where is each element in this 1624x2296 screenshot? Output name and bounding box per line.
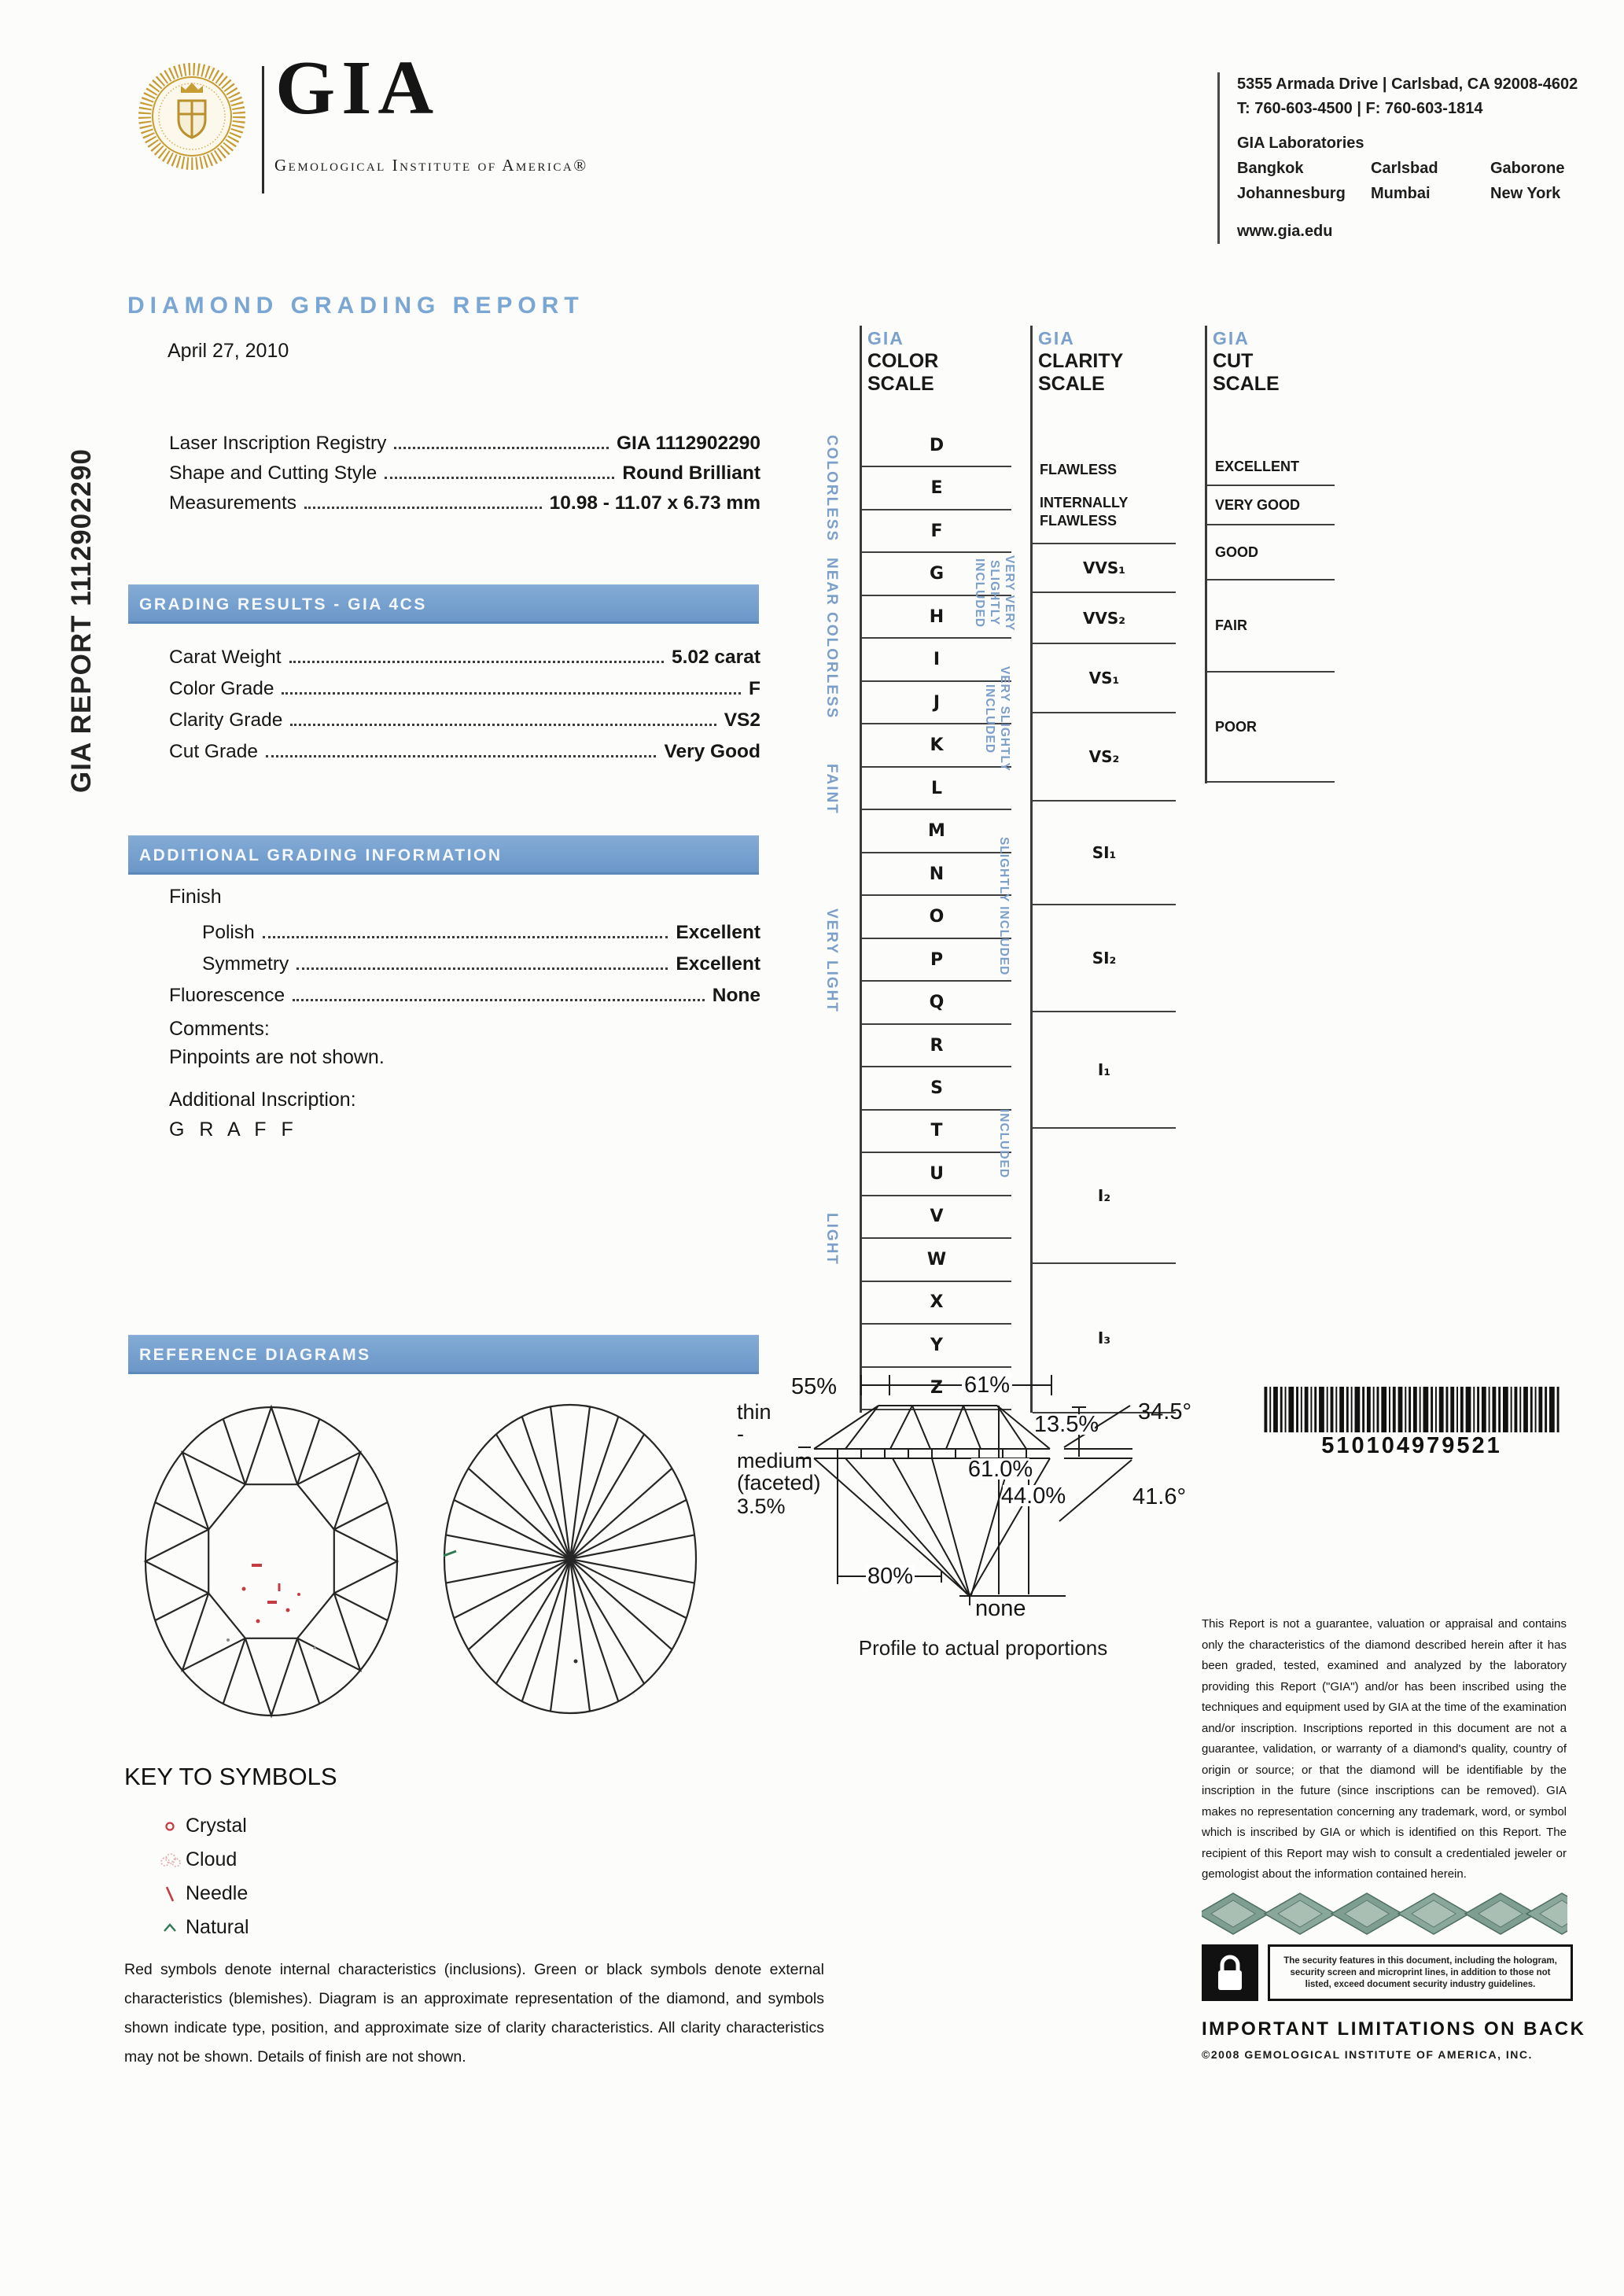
dotted-leader: [394, 447, 609, 449]
clarity-grade-cell: I₁: [1033, 1012, 1176, 1129]
report-info-rows: [169, 425, 760, 514]
color-grade-cell: Q: [862, 982, 1011, 1024]
color-scale-brand: GIA: [867, 328, 904, 348]
row-value: 10.98 - 11.07 x 6.73 mm: [549, 492, 760, 514]
color-grade-cell: R: [862, 1025, 1011, 1067]
color-grade-cell: L: [862, 768, 1011, 810]
color-grade-cell: U: [862, 1153, 1011, 1196]
key-row-crystal: [154, 1809, 249, 1843]
color-grade-cell: O: [862, 896, 1011, 938]
color-grade-cell: Y: [862, 1325, 1011, 1367]
key-to-symbols-heading: KEY TO SYMBOLS: [124, 1763, 337, 1790]
color-grade-cell: H: [862, 596, 1011, 639]
inscription-label: Additional Inscription:: [169, 1089, 356, 1111]
report-date: April 27, 2010: [168, 340, 289, 362]
profile-caption: Profile to actual proportions: [858, 1636, 1108, 1660]
color-scale-header: [867, 327, 938, 396]
fluorescence-row: [169, 975, 760, 1007]
finish-row: [169, 912, 760, 944]
color-grade-cell: Z: [862, 1368, 1011, 1410]
report-info-row: [169, 425, 760, 455]
crown-angle-label: 34.5°: [1138, 1399, 1192, 1424]
key-row-needle: [154, 1877, 249, 1911]
row-value: 5.02 carat: [671, 647, 760, 668]
grading-result-row: [169, 669, 760, 700]
color-category-near-colorless: NEAR COLORLESS: [823, 558, 840, 720]
copyright-line: ©2008 GEMOLOGICAL INSTITUTE OF AMERICA, INC.: [1202, 2048, 1533, 2061]
row-value: GIA 1112902290: [616, 433, 760, 454]
color-grade-cell: M: [862, 810, 1011, 853]
cut-grade-cell: VERY GOOD: [1207, 486, 1335, 525]
color-category-colorless: COLORLESS: [823, 435, 840, 543]
row-label: Cut Grade: [169, 741, 259, 762]
clarity-category-si: SLIGHTLY INCLUDED: [997, 836, 1011, 976]
row-value: VS2: [724, 709, 760, 731]
proportion-profile-diagram: [735, 1370, 1231, 1642]
clarity-grade-cell: VVS₂: [1033, 593, 1176, 644]
row-value: Very Good: [664, 741, 760, 762]
address-line2: T: 760-603-4500 | F: 760-603-1814: [1237, 100, 1483, 117]
natural-mark: [444, 1551, 456, 1556]
girdle-label-5: 3.5%: [737, 1494, 786, 1518]
color-grade-cell: G: [862, 553, 1011, 595]
dotted-leader: [266, 755, 656, 757]
color-grade-cell: I: [862, 639, 1011, 681]
lock-icon: [1202, 1944, 1258, 2001]
key-row-natural: [154, 1911, 249, 1944]
labs-title: GIA Laboratories: [1237, 135, 1364, 152]
section-reference-diagrams: REFERENCE DIAGRAMS: [128, 1335, 759, 1374]
key-label: Crystal: [186, 1815, 247, 1837]
address-block: [1217, 72, 1595, 244]
fluorescence-lrow: [169, 975, 760, 1007]
website: www.gia.edu: [1237, 223, 1333, 240]
security-note-box: [1268, 1944, 1573, 2001]
finish-row: [169, 944, 760, 975]
row-label: Polish: [202, 922, 255, 943]
color-grade-cell: J: [862, 682, 1011, 724]
crown-height-label: 13.5%: [1033, 1412, 1099, 1437]
color-grade-cell: W: [862, 1239, 1011, 1281]
color-grade-cell: P: [862, 939, 1011, 982]
row-label: Laser Inscription Registry: [169, 433, 387, 454]
cut-grade-cell: GOOD: [1207, 525, 1335, 580]
grading-result-row: [169, 700, 760, 732]
color-grade-cell: K: [862, 724, 1011, 767]
natural-icon: [154, 1922, 186, 1934]
barcode-icon: [1257, 1387, 1567, 1432]
table-size-label: 61%: [963, 1373, 1011, 1398]
security-feature-box: [1202, 1944, 1573, 2001]
lower-half-label: 80%: [867, 1564, 914, 1589]
color-grade-cell: E: [862, 467, 1011, 510]
culet-label: none: [975, 1596, 1026, 1621]
color-category-light: LIGHT: [823, 1212, 840, 1266]
lab-city: Gaborone: [1490, 160, 1565, 177]
inscription-value: G R A F F: [169, 1119, 298, 1141]
color-scale-title2: SCALE: [867, 373, 934, 395]
cut-scale-title2: SCALE: [1213, 373, 1280, 395]
row-value: F: [749, 678, 760, 699]
clarity-grade-cell: VS₂: [1033, 713, 1176, 802]
finish-rows: [169, 912, 760, 975]
key-to-symbols-list: [154, 1809, 249, 1944]
hologram-strip: [1202, 1892, 1567, 1936]
limitations-heading: IMPORTANT LIMITATIONS ON BACK: [1202, 2018, 1586, 2040]
pavilion-depth-label: 44.0%: [1000, 1483, 1066, 1509]
crown-view-diagram: [134, 1404, 409, 1723]
color-grade-cell: V: [862, 1196, 1011, 1239]
row-label: Measurements: [169, 492, 297, 514]
cut-grade-cell: POOR: [1207, 673, 1335, 783]
cut-grade-cells: [1207, 448, 1335, 783]
cut-scale-header: [1213, 327, 1280, 396]
report-number-side-label: GIA REPORT 1112902290: [66, 448, 97, 794]
color-grade-cell: T: [862, 1111, 1011, 1153]
lab-city: New York: [1490, 185, 1561, 202]
pavilion-view-diagram: [433, 1402, 708, 1720]
color-grade-cell: S: [862, 1067, 1011, 1110]
symbols-note: Red symbols denote internal characteristics (inclusions). Green or black symbols denote external characteristics (blemishes). Diagram is an approximate representation of the diamond, and symbols shown indicate type, position, and approximate size of clarity characteristics. All clarity characteristics may not be shown. Details of finish are not shown.: [124, 1961, 824, 2066]
cut-scale-title1: CUT: [1213, 350, 1254, 372]
row-label: Symmetry: [202, 953, 289, 975]
clarity-scale-title2: SCALE: [1038, 373, 1105, 395]
grading-result-row: [169, 732, 760, 763]
total-depth-label: 61.0%: [967, 1457, 1033, 1482]
dotted-leader: [282, 692, 741, 695]
report-info-row: [169, 455, 760, 485]
star-length-label: 55%: [790, 1374, 838, 1399]
row-label: Carat Weight: [169, 647, 282, 668]
key-row-cloud: [154, 1843, 249, 1877]
color-category-very-light: VERY LIGHT: [823, 908, 840, 1013]
key-label: Natural: [186, 1916, 249, 1938]
crystal-icon: [154, 1820, 186, 1833]
needle-icon: [154, 1885, 186, 1904]
row-label: Shape and Cutting Style: [169, 463, 377, 484]
dotted-leader: [296, 967, 668, 970]
security-note-text: The security features in this document, including the hologram, security screen and microprint lines, in addition to those not listed, exceed document security industry guidelines.: [1283, 1955, 1557, 1989]
clarity-category-vs: VERY SLIGHTLY INCLUDED: [983, 666, 1011, 772]
dotted-leader: [289, 661, 664, 663]
address-line1: 5355 Armada Drive | Carlsbad, CA 92008-4602: [1237, 76, 1578, 93]
key-label: Needle: [186, 1882, 249, 1904]
girdle-label-2: -: [737, 1422, 744, 1446]
girdle-label-3: medium: [737, 1449, 813, 1472]
clarity-internally-flawless: INTERNALLY FLAWLESS: [1040, 495, 1129, 529]
lab-city: Mumbai: [1371, 185, 1431, 202]
cut-grade-cell: EXCELLENT: [1207, 448, 1335, 486]
clarity-grade-cell: VS₁: [1033, 644, 1176, 713]
color-grade-cell: D: [862, 425, 1011, 467]
comments-text: Pinpoints are not shown.: [169, 1046, 385, 1068]
cut-scale-brand: GIA: [1213, 328, 1250, 348]
report-disclaimer: This Report is not a guarantee, valuation or appraisal and contains only the characteristics of the diamond described herein after it has been graded, tested, examined and analyzed by the laboratory providing this Report ("GIA") and/or has been inscribed using the techniques and equipment used by GIA at the time of the examination and/or inscription. Inscriptions reported in this document are not a guarantee, validation, or warranty of a diamond's quality, country of origin or source; or that the diamond will be identifiable by the inscription in the future (since inscriptions can be removed). GIA makes no representation concerning any trademark, word, or symbol which is inscribed by GIA or which is identified on this Report. The recipient of this Report may wish to consult a credentialed jeweler or gemologist about the information contained herein.: [1202, 1617, 1567, 1881]
report-info-row: [169, 485, 760, 514]
inclusion-marks: [242, 1565, 301, 1623]
dotted-leader: [293, 999, 705, 1001]
dotted-leader: [385, 477, 614, 479]
lab-city: Carlsbad: [1371, 160, 1438, 177]
cut-grade-cell: FAIR: [1207, 580, 1335, 673]
logo-divider: [262, 66, 264, 193]
clarity-scale-header: [1038, 327, 1123, 396]
dotted-leader: [263, 936, 668, 938]
gia-institute-name: Gemological Institute of America®: [274, 156, 588, 175]
row-value: Excellent: [676, 922, 760, 943]
color-grade-cell: X: [862, 1282, 1011, 1325]
color-category-faint: FAINT: [823, 763, 840, 815]
row-value: Excellent: [676, 953, 760, 975]
lab-city: Johannesburg: [1237, 185, 1346, 202]
clarity-grade-cell: I₂: [1033, 1129, 1176, 1264]
color-scale-title1: COLOR: [867, 350, 939, 372]
grading-result-row: [169, 637, 760, 669]
labs-list: [1237, 156, 1595, 206]
row-value: None: [712, 985, 760, 1006]
pavilion-angle-label: 41.6°: [1132, 1484, 1187, 1509]
dotted-leader: [304, 507, 542, 509]
section-grading-results: GRADING RESULTS - GIA 4CS: [128, 584, 759, 624]
clarity-grade-cell: VVS₁: [1033, 544, 1176, 593]
barcode-number: 510104979521: [1321, 1433, 1502, 1458]
clarity-scale-title1: CLARITY: [1038, 350, 1124, 372]
grading-result-rows: [169, 637, 760, 763]
report-title: DIAMOND GRADING REPORT: [127, 293, 584, 319]
finish-label: Finish: [169, 886, 222, 908]
comments-label: Comments:: [169, 1018, 270, 1040]
row-value: Round Brilliant: [622, 463, 760, 484]
girdle-label-1: thin: [737, 1400, 771, 1424]
dotted-leader: [290, 724, 716, 726]
clarity-scale-brand: GIA: [1038, 328, 1075, 348]
row-label: Clarity Grade: [169, 709, 283, 731]
section-additional-info: ADDITIONAL GRADING INFORMATION: [128, 835, 759, 875]
clarity-grade-cells: [1033, 543, 1176, 1413]
color-grade-cell: N: [862, 853, 1011, 896]
color-grade-cell: F: [862, 510, 1011, 553]
gia-seal-icon: [132, 57, 252, 176]
clarity-category-included: INCLUDED: [997, 1108, 1011, 1179]
girdle-label-4: (faceted): [737, 1471, 821, 1494]
cloud-icon: [154, 1852, 186, 1868]
clarity-category-vvs: VERY VERY SLIGHTLY INCLUDED: [973, 555, 1016, 632]
clarity-grade-cell: I₃: [1033, 1264, 1176, 1413]
clarity-grade-cell: SI₁: [1033, 802, 1176, 905]
row-label: Color Grade: [169, 678, 274, 699]
row-label: Fluorescence: [169, 985, 285, 1006]
gia-wordmark: GIA: [275, 46, 440, 131]
key-label: Cloud: [186, 1848, 238, 1870]
lab-city: Bangkok: [1237, 160, 1304, 177]
clarity-flawless: FLAWLESS: [1040, 462, 1117, 477]
clarity-grade-cell: SI₂: [1033, 905, 1176, 1012]
